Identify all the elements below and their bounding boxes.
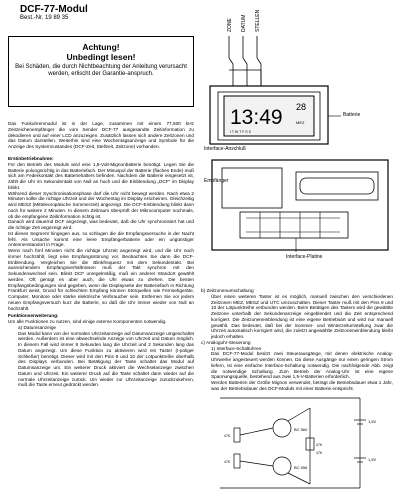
module-diagram (200, 0, 400, 282)
warning-text: Bei Schäden, die durch Nichtbeachtung der Anleitung verursacht werden, erlischt der Garantie-anspruch. (15, 64, 187, 78)
paragraph: Für den Betrieb des Moduls wird eine 1,5-Volt-Mignonbatterie benötigt. Legen Sie die Batterie polungsrichtig in das Batteriefach. Der Minuspol der Batterie (flaches Ende) muß sich am Federkontakt des Batteriehalters befinden. Nachdem die Batterie eingesetzt ist, zählt die Uhr im Sekundentakt von Null an hoch und die Einblendung „DCF“ im Display blinkt. (8, 161, 194, 190)
section-heading-extension: Funktionserweiterung: (8, 313, 59, 319)
section-heading-setup: Erstinbetriebnahme: (8, 156, 54, 161)
paragraph: Während dieser Synchronisationsphase darf die Uhr nicht bewegt werden. Nach etwa 2 Minuten sollte die richtige Uhrzeit und der Wochentag im Display erscheinen. Gleichzeitig wird MESZ (Mitteleuropäische Sommerzeit) angezeigt. Die DCF-Einblendung blinkt dann noch für weitere 2 Minuten. In diesem Zeitraum überprüft der Mikrocomputer nochmals, ob die empfangene Zeitinformation richtig ist. (8, 190, 194, 219)
list-item-a: a) Datumsanzeige (18, 324, 57, 330)
lcd-weekdays: I T W T F S S (230, 130, 251, 134)
battery-label-1: 1,5V (368, 419, 377, 424)
right-column (201, 288, 393, 392)
lcd-seconds: 28 (296, 102, 307, 112)
lcd-zone: MEZ (296, 120, 305, 125)
list-item-b: b) Zeitzonenumschaltung (201, 288, 254, 293)
paragraph: Werden Batterien der Größe Mignon verwendet, beträgt die Betriebsdauer etwa 1 Jahr, was der Betriebsdauer des DCF-Moduls mit einer Batterie entspricht. (211, 380, 393, 391)
paragraph: Ist dieses Segment hingegen aus, so schlugen die die Empfangsversuche in der Nacht fehl. Als Ursache kommt eine leere Empfängerbatterie oder ein ungünstiger Antennenstandort in Frage. (8, 230, 194, 248)
warning-heading-2: Unbedingt lesen! (66, 52, 136, 62)
page-title: DCF-77-Modul (20, 4, 88, 15)
list-item-c: c) Analoguhr-Steuerung (201, 339, 251, 345)
label-interface-platine: Interface-Platine (286, 254, 323, 260)
left-column (8, 156, 194, 388)
interface-board (240, 212, 348, 238)
label-interface-anschluss: Interface-Anschluß (204, 146, 246, 152)
intro-paragraph: Das Funkuhrenmodul ist in der Lage, zusammen mit einem 77,500 kHz Zeitzeichenempfänger die vom Sender DCF-77 ausgesandte Zeitinformation zu dekodieren und auf einer LCD anzuzeigen. Zusätzlich lassen sich andere Zeitzonen und das Datum darstellen. Weiterhin sind eine Wochentagsanzeige und Symbole für die Anzeige des Systemzustandes (DCF-Zeit, Stellzeit, Zeitzone) vorhanden. (8, 121, 194, 149)
lcd-time: 13:49 (230, 106, 283, 129)
paragraph: Wenn nach fünf Minuten nicht die richtige Uhrzeit angezeigt wird, und die Uhr noch immer hochzählt, liegt eine Empfangsstörung vor. Beobachten Sie dann die DCF-Einblendung. Vergleichen Sie die Blinkfrequenz mit dem Sekundentakt. Bei ausreichendem Empfangsverhältnissen muß der Takt synchron mit den Sekundenwechsel sein. Blinkt DCF unregelmäßig, muß ein anderer Standort gewählt werden. Oft genügt es aber auch, die Uhr etwas zu drehen. Die besten Empfangsbedingungen sind gegeben, wenn die Displayseite der Batteriefach in Richtung Frankfurt weist. Grund für schlechten Empfang können Störquellen wie Fernsehgeräte, Computer, Monitore oder starke elektrische Verbraucher sein. Entfernen Sie vor jedem neuen Empfangsversuch kurz die Batterie, so daß die Uhr immer wieder von Null an hochzählt. (8, 248, 194, 311)
resistor-label-1: 47K (224, 434, 231, 438)
resistor-label-3: 47K (316, 443, 323, 447)
transistor-1-label: BC 560 (294, 427, 308, 432)
paragraph: Um alle Funktionen zu nutzen, sind einige externe Komponenten notwendig. (8, 319, 167, 324)
label-zone: ZONE (227, 18, 233, 32)
circuit-diagram (210, 388, 400, 496)
article-number: Best.-Nr. 19 89 35 (20, 15, 69, 21)
transistor-2-label: BC 556 (294, 465, 308, 470)
resistor-label-2: 47K (224, 460, 231, 464)
label-datum: DATUM (241, 14, 247, 32)
paragraph: Danach wird dauernd DCF angezeigt, was bedeutet, daß die Uhr synchronisiert hat und die richtige Zeit angezeigt wird. (8, 219, 194, 230)
resistor-label-4: 47K (316, 451, 323, 455)
warning-box (8, 36, 194, 107)
list-item-c1: 1) Interface-Schaltuhren (211, 345, 262, 351)
label-stellen: STELLEN (255, 9, 261, 32)
label-empfaenger: Empfänger (204, 178, 229, 184)
paragraph: Das DCF-77-Modul besitzt zwei Steuerausgänge, mit denen elektrische Analog-Uhrwerke angesteuert werden können. Da diese Ausgänge nur einen geringen Strom liefern, ist eine einfache Interface-Schaltung notwendig. Die nachfolgende Abb. zeigt die notwendige Schaltung. Zum Betrieb der Analog-Uhr ist eine eigene Spannungsquelle, bestehend aus zwei 1,5-V-Batterien erforderlich. (211, 351, 393, 380)
paragraph: Das Modul kann von der normalen Uhrzeitanzeige auf Datumsanzeige umgeschaltet werden. Außerdem ist eine abwechselnde Anzeige von Uhrzeit und Datum möglich. In diesem Fall wird immer 8 Sekunden lang die Uhrzeit und 2 Sekunden lang das Datum angezeigt. Um diese Funktion zu aktivieren wird ein Taster (I-poliger Schließer) benötigt. Dieser wird mit den Pins 8 und 10 der Lötpunktreihe oberhalb des Displays verbunden. Bei Betätigung der Taste schaltet das Modul auf Datumsanzeige um. Ein weiterer Druck aktiviert die Wechselanzeige zwischen Datum und Uhrzeit. Ein weiterer Druck auf die Taste schaltet dann wieder auf die normale Uhrzeitanzeige zurück. Um wieder zur Uhrzeitanzeige zurückzukehren, muß die Taste erneut gedrückt werden. (18, 330, 194, 388)
receiver-module (222, 168, 282, 208)
warning-heading-1: Achtung! (82, 42, 120, 52)
paragraph: Über einen weiteren Taster ist es möglich, manuell zwischen den verschiedenen Zeitzonen MEZ, MESZ und UTC umzuschalten. Dieser Taster muß mit den Pins 9 und 10 der Lötpunktreihe verbunden werden. Beim Betätigen des Tasters wird die gewählte Zeitzone unterhalb der Sekundenanzeige eingeblendet und die Zeit entsprechend korrigiert. Die Zeitzoneneinblendung ist eine eigene Betriebsart und wird nur manuell gewählt. Das bedeutet, daß bei der Sommer- und Winterzeitumstellung zwar die Uhrzeit automatisch korrigiert wird, die zuletzt angewählte Zeitzoneneinblendung bleibt jedoch erhalten. (211, 293, 393, 339)
battery-label-2: 1,5V (368, 457, 377, 462)
battery-cell (300, 178, 374, 194)
label-batterie: Batterie (343, 112, 361, 118)
switch-group (229, 36, 261, 86)
